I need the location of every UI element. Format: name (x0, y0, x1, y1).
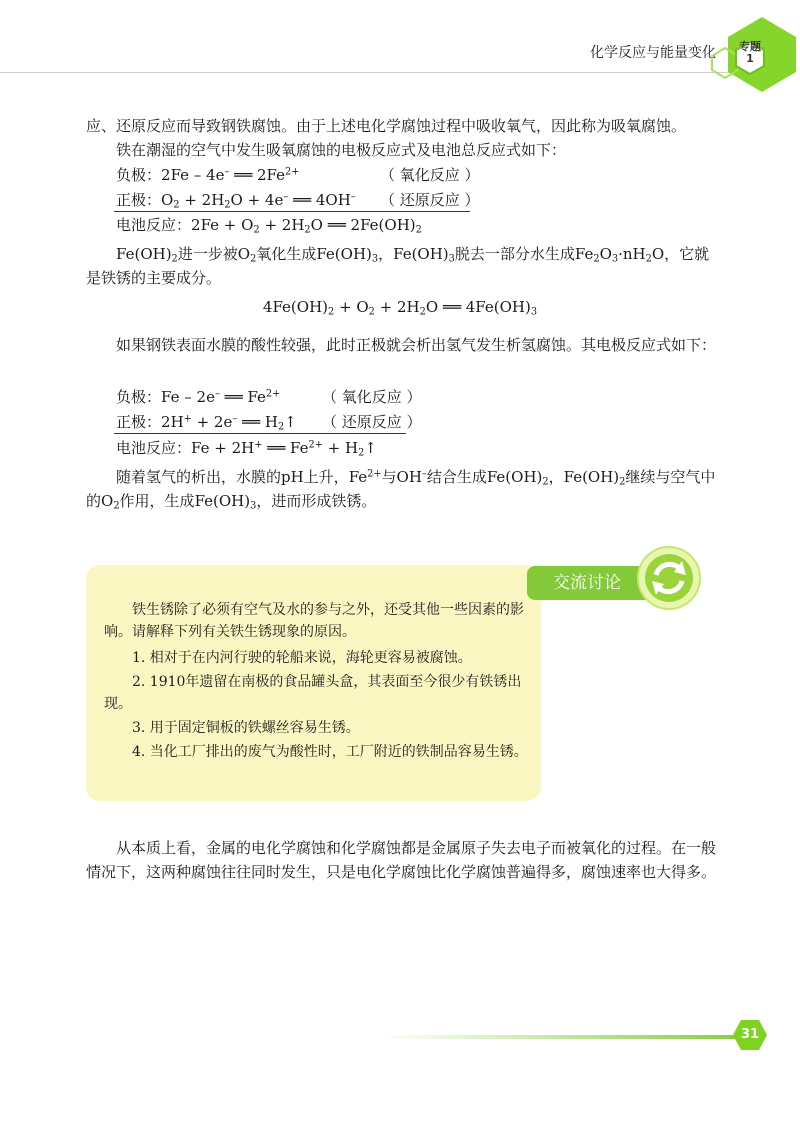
equation-positive-oxygen (116, 189, 480, 211)
page-number: 31 (740, 1027, 760, 1042)
topic-badge (734, 41, 766, 65)
formula-text: Fe + 2H+ ══ $Fe^{2+}$ + $H_2↑$ (191, 439, 377, 459)
label-oxidation: （ 氧化反应 ） (380, 166, 480, 184)
topic-label: 专题 (739, 40, 761, 53)
discussion-question-4: 4. 当化工厂排出的废气为酸性时，工厂附近的铁制品容易生锈。 (132, 744, 528, 760)
label-positive: 正极： (116, 413, 162, 431)
label-reduction: （ 还原反应 ） (322, 413, 422, 431)
formula-text: Fe – 2e– ══ $Fe^{2+}$ (161, 388, 281, 406)
label-negative: 负极： (116, 388, 162, 406)
equation-negative-hydrogen (116, 386, 422, 408)
equation-positive-hydrogen (116, 411, 422, 433)
equation-divider (114, 433, 406, 434)
equation-divider (114, 211, 470, 212)
formula-text: $O_2 + 2H_2O + 4e^-$ ══ 4OH– (161, 191, 356, 211)
label-negative: 负极： (116, 166, 162, 184)
discussion-question-2: 2. 1910年遗留在南极的食品罐头盒，其表面至今很少有铁锈出现。 (104, 674, 522, 712)
paragraph-hydrogen-evolution: 如果钢铁表面水膜的酸性较强，此时正极就会析出氢气发生析氢腐蚀。其电极反应式如下： (116, 336, 717, 354)
paragraph-oxygen-absorption: 应、还原反应而导致钢铁腐蚀。由于上述电化学腐蚀过程中吸收氧气，因此称为吸氧腐蚀。 (86, 117, 687, 135)
discussion-intro: 铁生锈除了必须有空气及水的参与之外，还受其他一些因素的影响。请解释下列有关铁生锈现象的原因。 (104, 602, 524, 640)
discussion-question-1: 1. 相对于在内河行驶的轮船来说，海轮更容易被腐蚀。 (132, 650, 472, 666)
equation-cell-oxygen (116, 214, 422, 236)
label-reduction: （ 还原反应 ） (380, 191, 480, 209)
recycle-arrows-icon (636, 545, 702, 611)
formula-text: 2H+ + 2e– ══ $H_2↑$ (161, 413, 297, 433)
equation-rust: $4Fe(OH)_2 + O_2 + 2H_2O$ ══ $4Fe(OH)_3$ (262, 298, 538, 318)
equation-cell-hydrogen (116, 437, 377, 459)
label-cell: 电池反应： (116, 216, 192, 234)
chapter-title: 化学反应与能量变化 (590, 45, 716, 61)
header-rule (0, 72, 755, 73)
paragraph-intro-equations: 铁在潮湿的空气中发生吸氧腐蚀的电极反应式及电池总反应式如下： (116, 141, 567, 159)
discussion-title: 交流讨论 (527, 566, 647, 600)
paragraph-rust-formation: $Fe(OH)_2$进一步被$O_2$氧化生成$Fe(OH)_3$，$Fe(OH)_3$脱去一部分水生成$Fe_2O_3\cdot nH_2O$，它就是铁锈的主要成分。 (86, 245, 710, 287)
formula-text: 2Fe – 4e– ══ $2Fe^{2+}$ (161, 166, 300, 184)
discussion-question-3: 3. 用于固定铜板的铁螺丝容易生锈。 (132, 720, 360, 736)
label-cell: 电池反应： (116, 439, 192, 457)
label-positive: 正极： (116, 191, 162, 209)
formula-text: $2Fe + O_2 + 2H_2O$ ══ $2Fe(OH)_2$ (191, 216, 422, 236)
paragraph-conclusion: 从本质上看，金属的电化学腐蚀和化学腐蚀都是金属原子失去电子而被氧化的过程。在一般情况下，这两种腐蚀往往同时发生，只是电化学腐蚀比化学腐蚀普遍得多，腐蚀速率也大得多。 (86, 839, 717, 881)
label-oxidation: （ 氧化反应 ） (322, 388, 422, 406)
paragraph-ph-rise: 随着氢气的析出，水膜的pH上升，$Fe^{2+}$与OH–结合生成$Fe(OH)_2$，$Fe(OH)_2$继续与空气中的$O_2$作用，生成$Fe(OH)_3$，进而形成铁锈。 (86, 468, 716, 512)
footer-gradient-bar (380, 1033, 760, 1041)
topic-number: 1 (746, 52, 754, 65)
equation-negative-oxygen (116, 164, 480, 186)
